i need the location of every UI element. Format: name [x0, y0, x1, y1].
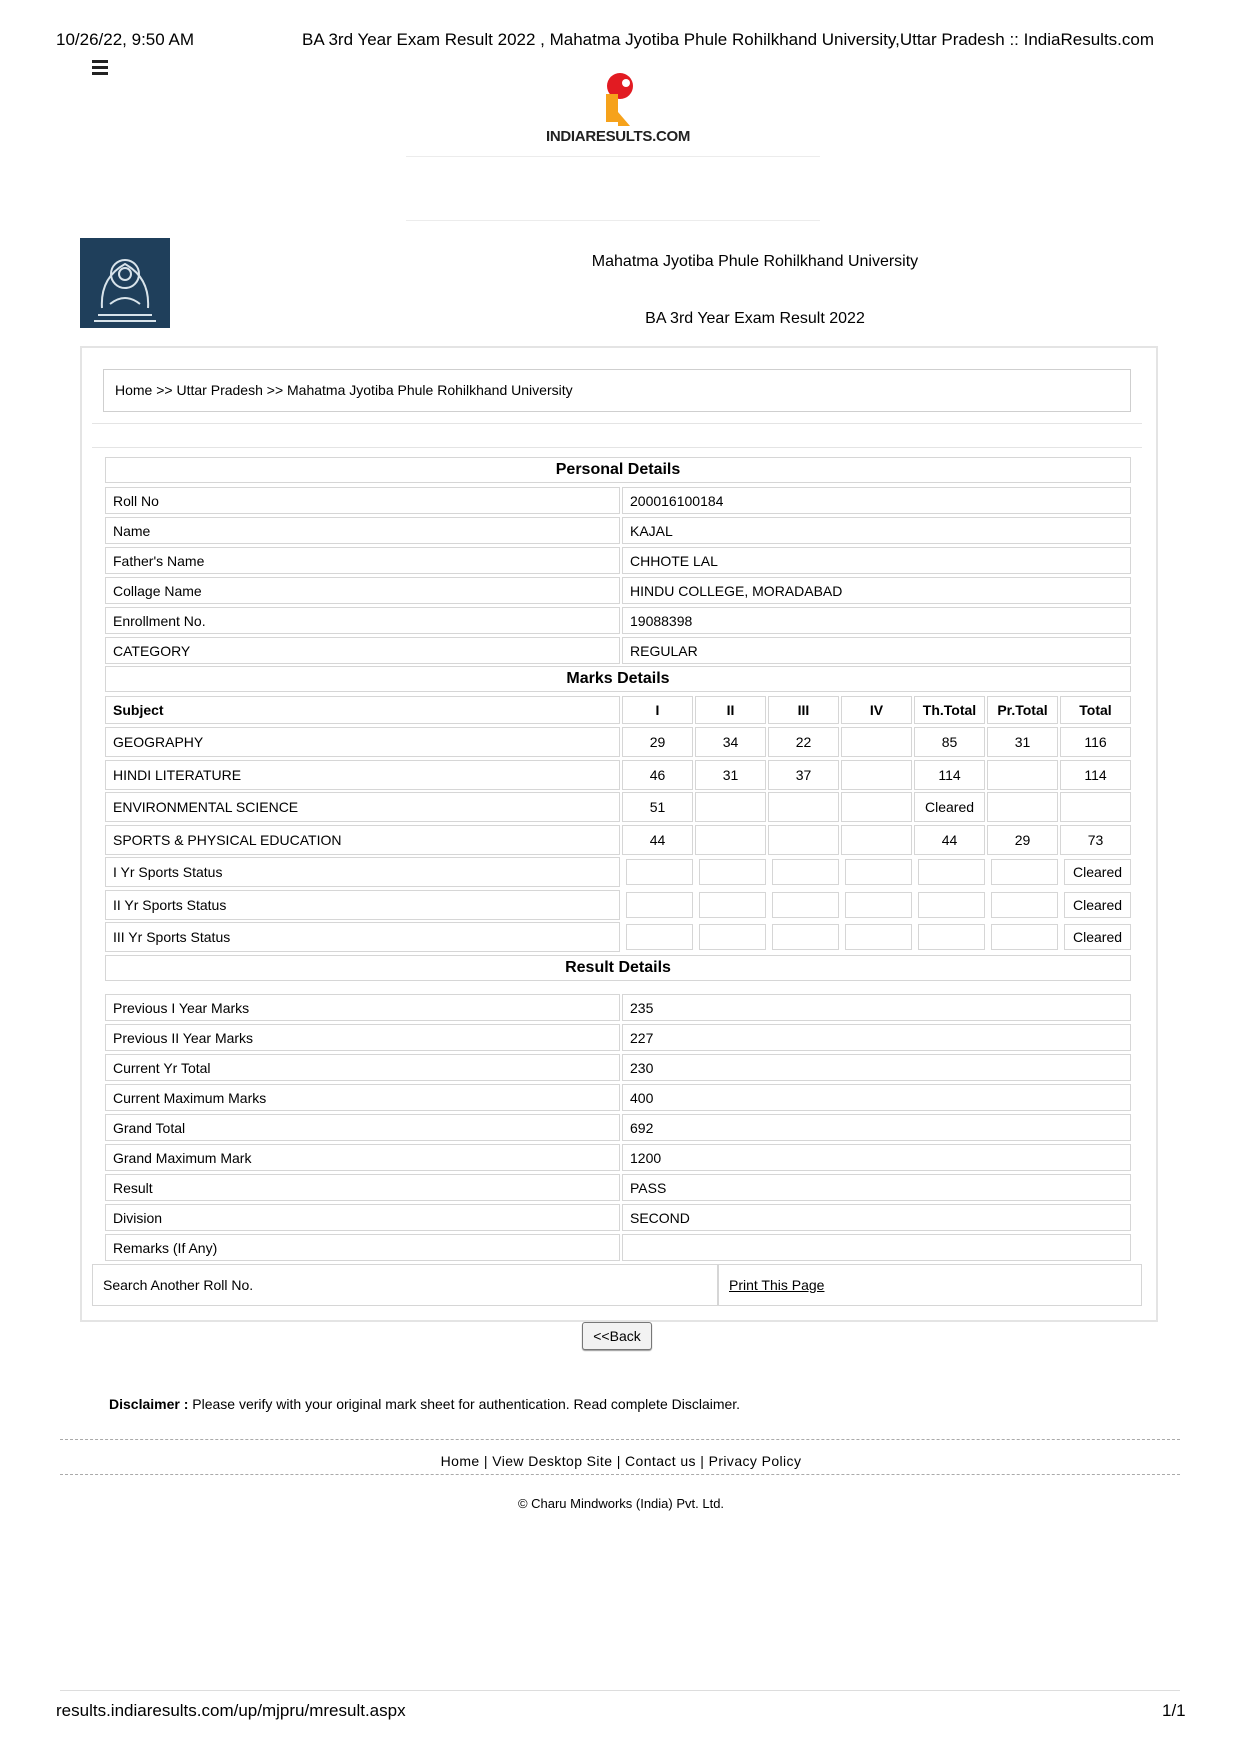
breadcrumb-separator: >>	[266, 382, 284, 398]
university-name: Mahatma Jyotiba Phule Rohilkhand University	[591, 253, 919, 270]
marks-value	[1060, 792, 1131, 822]
marks-subject: ENVIRONMENTAL SCIENCE	[105, 792, 620, 822]
marks-column-header: Subject	[105, 696, 620, 724]
result-value: 230	[622, 1054, 1131, 1081]
personal-label: Father's Name	[105, 547, 620, 574]
marks-details-heading: Marks Details	[105, 666, 1131, 692]
footer-contact-link[interactable]: Contact us	[625, 1453, 696, 1469]
result-value: 400	[622, 1084, 1131, 1111]
marks-value: 73	[1060, 825, 1131, 855]
result-label: Grand Maximum Mark	[105, 1144, 620, 1171]
marks-subject: II Yr Sports Status	[105, 890, 620, 920]
result-value: SECOND	[622, 1204, 1131, 1231]
personal-value: KAJAL	[622, 517, 1131, 544]
marks-value	[772, 859, 839, 885]
marks-value: 29	[622, 727, 693, 757]
marks-column-header: Th.Total	[914, 696, 985, 724]
marks-value	[845, 859, 912, 885]
hamburger-menu-icon[interactable]	[92, 60, 108, 74]
marks-value	[626, 924, 693, 950]
marks-value	[626, 859, 693, 885]
personal-value: REGULAR	[622, 637, 1131, 664]
print-url: results.indiaresults.com/up/mjpru/mresult.aspx	[56, 1701, 406, 1720]
disclaimer-text: Please verify with your original mark sheet for authentication. Read complete Disclaimer.	[192, 1396, 741, 1412]
marks-value	[841, 825, 912, 855]
marks-value: Cleared	[914, 792, 985, 822]
marks-value	[626, 892, 693, 918]
marks-value	[841, 760, 912, 790]
marks-value	[695, 792, 766, 822]
result-label: Previous II Year Marks	[105, 1024, 620, 1051]
result-label: Current Maximum Marks	[105, 1084, 620, 1111]
search-another-cell	[92, 1264, 718, 1306]
marks-column-header: II	[695, 696, 766, 724]
marks-subject: SPORTS & PHYSICAL EDUCATION	[105, 825, 620, 855]
marks-value	[699, 892, 766, 918]
disclaimer-label: Disclaimer :	[109, 1396, 189, 1412]
print-cell	[718, 1264, 1142, 1306]
result-label: Grand Total	[105, 1114, 620, 1141]
marks-subject: III Yr Sports Status	[105, 922, 620, 952]
marks-value	[918, 859, 985, 885]
marks-value	[991, 892, 1058, 918]
back-button[interactable]: <<Back	[582, 1322, 652, 1350]
university-logo	[80, 238, 170, 328]
logo-mark-icon	[546, 72, 688, 132]
footer-divider	[60, 1474, 1180, 1475]
result-value: 235	[622, 994, 1131, 1021]
marks-value: 37	[768, 760, 839, 790]
marks-value	[768, 792, 839, 822]
personal-label: Name	[105, 517, 620, 544]
ad-divider-top	[406, 156, 820, 157]
result-label: Previous I Year Marks	[105, 994, 620, 1021]
personal-value: 19088398	[622, 607, 1131, 634]
footer-separator: |	[483, 1453, 488, 1469]
breadcrumb-home[interactable]: Home	[115, 382, 153, 398]
personal-label: Enrollment No.	[105, 607, 620, 634]
result-label: Current Yr Total	[105, 1054, 620, 1081]
divider	[92, 423, 1142, 424]
ad-divider-bottom	[406, 220, 820, 221]
marks-value: Cleared	[1064, 859, 1131, 885]
marks-value	[699, 924, 766, 950]
marks-value	[991, 859, 1058, 885]
marks-value: 34	[695, 727, 766, 757]
marks-value: 44	[914, 825, 985, 855]
breadcrumb-state[interactable]: Uttar Pradesh	[176, 382, 263, 398]
print-footer-rule	[60, 1690, 1180, 1691]
breadcrumb	[115, 382, 573, 398]
marks-subject: GEOGRAPHY	[105, 727, 620, 757]
marks-value	[699, 859, 766, 885]
divider	[92, 447, 1142, 448]
copyright: © Charu Mindworks (India) Pvt. Ltd.	[517, 1496, 725, 1511]
personal-label: Roll No	[105, 487, 620, 514]
personal-value: 200016100184	[622, 487, 1131, 514]
personal-label: Collage Name	[105, 577, 620, 604]
disclaimer	[109, 1396, 740, 1412]
marks-value: 44	[622, 825, 693, 855]
marks-value: 22	[768, 727, 839, 757]
marks-value: 31	[695, 760, 766, 790]
footer-privacy-link[interactable]: Privacy Policy	[708, 1453, 802, 1469]
result-details-heading: Result Details	[105, 955, 1131, 981]
marks-value: 46	[622, 760, 693, 790]
print-page-number: 1/1	[1162, 1701, 1186, 1720]
personal-value: HINDU COLLEGE, MORADABAD	[622, 577, 1131, 604]
marks-value: 85	[914, 727, 985, 757]
result-value: 227	[622, 1024, 1131, 1051]
marks-value: 114	[1060, 760, 1131, 790]
result-label: Division	[105, 1204, 620, 1231]
marks-value	[991, 924, 1058, 950]
marks-value: 114	[914, 760, 985, 790]
print-page-link[interactable]: Print This Page	[729, 1277, 825, 1293]
marks-value	[918, 892, 985, 918]
marks-value	[695, 825, 766, 855]
marks-value	[845, 892, 912, 918]
footer-separator: |	[700, 1453, 705, 1469]
personal-details-heading: Personal Details	[105, 457, 1131, 483]
marks-subject: I Yr Sports Status	[105, 857, 620, 887]
footer-divider	[60, 1439, 1180, 1440]
footer-separator: |	[616, 1453, 621, 1469]
marks-value: 116	[1060, 727, 1131, 757]
logo-text: INDIARESULTS.COM	[546, 128, 691, 145]
result-value: PASS	[622, 1174, 1131, 1201]
result-label: Result	[105, 1174, 620, 1201]
result-value	[622, 1234, 1131, 1261]
marks-subject: HINDI LITERATURE	[105, 760, 620, 790]
marks-column-header: IV	[841, 696, 912, 724]
result-value: 692	[622, 1114, 1131, 1141]
print-page-title: BA 3rd Year Exam Result 2022 , Mahatma Jyotiba Phule Rohilkhand University,Uttar Pradesh :: IndiaResults.com	[302, 30, 1155, 49]
personal-value: CHHOTE LAL	[622, 547, 1131, 574]
marks-column-header: Total	[1060, 696, 1131, 724]
marks-value	[841, 792, 912, 822]
marks-column-header: III	[768, 696, 839, 724]
marks-value	[768, 825, 839, 855]
marks-value: Cleared	[1064, 892, 1131, 918]
marks-column-header: I	[622, 696, 693, 724]
marks-value: 29	[987, 825, 1058, 855]
search-another-label: Search Another Roll No.	[103, 1277, 254, 1293]
footer-desktop-link[interactable]: View Desktop Site	[492, 1453, 613, 1469]
result-label: Remarks (If Any)	[105, 1234, 620, 1261]
marks-column-header: Pr.Total	[987, 696, 1058, 724]
result-value: 1200	[622, 1144, 1131, 1171]
exam-title: BA 3rd Year Exam Result 2022	[645, 310, 865, 327]
marks-value	[987, 792, 1058, 822]
marks-value	[918, 924, 985, 950]
personal-label: CATEGORY	[105, 637, 620, 664]
marks-value	[987, 760, 1058, 790]
marks-value	[845, 924, 912, 950]
footer-links	[0, 1453, 1242, 1469]
breadcrumb-university[interactable]: Mahatma Jyotiba Phule Rohilkhand University	[287, 382, 573, 398]
footer-home-link[interactable]: Home	[440, 1453, 480, 1469]
indiaresults-logo[interactable]	[546, 72, 691, 152]
marks-value: Cleared	[1064, 924, 1131, 950]
marks-value	[772, 892, 839, 918]
marks-value	[841, 727, 912, 757]
marks-value: 31	[987, 727, 1058, 757]
marks-value: 51	[622, 792, 693, 822]
print-datetime: 10/26/22, 9:50 AM	[56, 30, 194, 49]
breadcrumb-separator: >>	[156, 382, 173, 398]
marks-value	[772, 924, 839, 950]
